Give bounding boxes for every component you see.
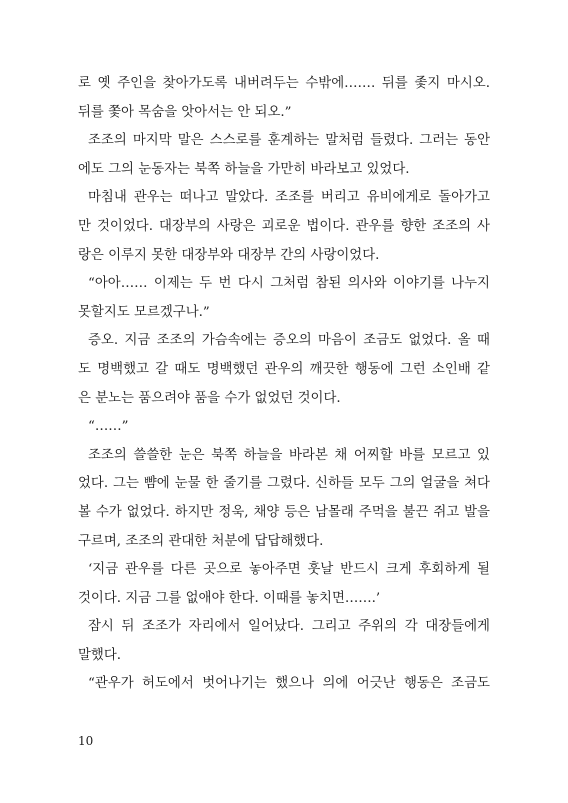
- text-line: “……”: [88, 419, 129, 435]
- text-line: 증오. 지금 조조의 가슴속에는 증오의 마음이 조금도 없었다. 올 때: [88, 333, 490, 349]
- text-line: 도 명백했고 갈 때도 명백했던 관우의 깨끗한 행동에 그런 소인배 같: [78, 361, 490, 377]
- text-line: 말했다.: [78, 647, 122, 663]
- text-line: 에도 그의 눈동자는 북쪽 하늘을 가만히 바라보고 있었다.: [78, 161, 410, 177]
- text-line: 구르며, 조조의 관대한 처분에 답답해했다.: [78, 533, 324, 549]
- text-line: 못할지도 모르겠구나.”: [78, 304, 210, 320]
- text-line: 뒤를 쫓아 목숨을 앗아서는 안 되오.”: [78, 104, 292, 120]
- text-line: ‘지금 관우를 다른 곳으로 놓아주면 훗날 반드시 크게 후회하게 될: [88, 562, 490, 578]
- text-line: 었다. 그는 뺨에 눈물 한 줄기를 그렸다. 신하들 모두 그의 얼굴을 쳐다: [78, 476, 490, 492]
- text-line: 볼 수가 없었다. 하지만 정욱, 채양 등은 남몰래 주먹을 불끈 쥐고 발을: [78, 504, 490, 520]
- text-line: “관우가 허도에서 벗어나기는 했으나 의에 어긋난 행동은 조금도: [88, 676, 490, 692]
- text-line: 조조의 쓸쓸한 눈은 북쪽 하늘을 바라본 채 어찌할 바를 모르고 있: [88, 447, 490, 463]
- body-text: [78, 70, 490, 699]
- text-line: 것이다. 지금 그를 없애야 한다. 이때를 놓치면…….’: [78, 590, 381, 606]
- text-line: 은 분노는 품으려야 품을 수가 없었던 것이다.: [78, 390, 341, 406]
- text-line: 만 것이었다. 대장부의 사랑은 괴로운 법이다. 관우를 향한 조조의 사: [78, 218, 490, 234]
- text-line: 잠시 뒤 조조가 자리에서 일어났다. 그리고 주위의 각 대장들에게: [88, 619, 490, 635]
- text-line: 조조의 마지막 말은 스스로를 훈계하는 말처럼 들렸다. 그러는 동안: [88, 133, 490, 149]
- text-line: 마침내 관우는 떠나고 말았다. 조조를 버리고 유비에게로 돌아가고: [88, 190, 490, 206]
- text-line: 랑은 이루지 못한 대장부와 대장부 간의 사랑이었다.: [78, 247, 380, 263]
- page-number: 10: [78, 734, 94, 748]
- text-line: “아아…… 이제는 두 번 다시 그처럼 참된 의사와 이야기를 나누지: [88, 276, 490, 292]
- text-line: 로 옛 주인을 찾아가도록 내버려두는 수밖에……. 뒤를 좇지 마시오.: [78, 76, 490, 91]
